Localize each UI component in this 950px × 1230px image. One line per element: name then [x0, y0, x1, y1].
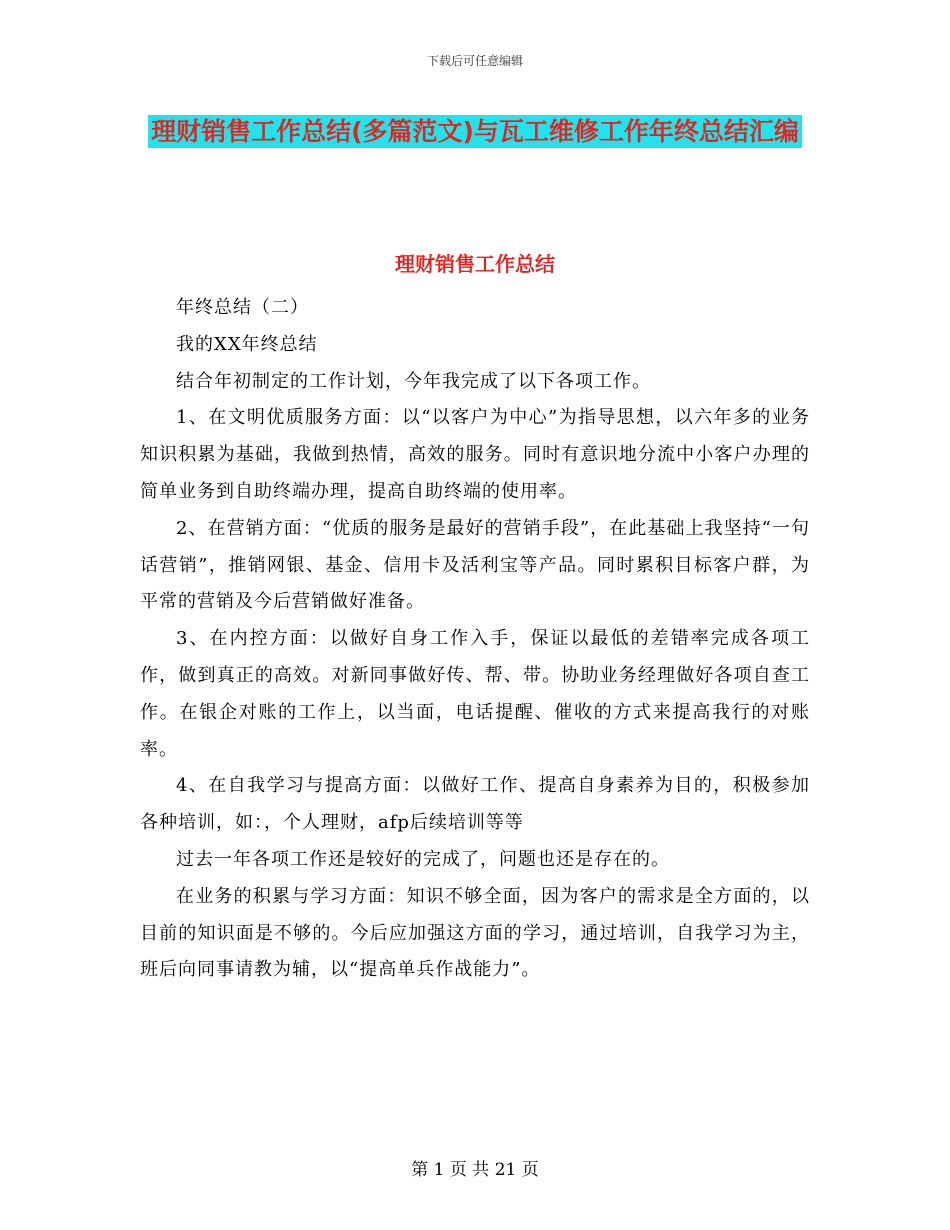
paragraph-9: 在业务的积累与学习方面：知识不够全面，因为客户的需求是全方面的，以目前的知识面是不够的。今后应加强这方面的学习，通过培训，自我学习为主，班后向同事请教为辅，以“提高单兵作战能力”。: [140, 885, 810, 981]
paragraph-6: 3、在内控方面：以做好自身工作入手，保证以最低的差错率完成各项工作，做到真正的高效。对新同事做好传、帮、带。协助业务经理做好各项自查工作。在银企对账的工作上，以当面，电话提醒、催收的方式来提高我行的对账率。: [140, 628, 810, 760]
header-note: 下载后可任意编辑: [426, 54, 523, 68]
paragraph-4: 1、在文明优质服务方面：以“以客户为中心”为指导思想，以六年多的业务知识积累为基础，我做到热情，高效的服务。同时有意识地分流中小客户办理的简单业务到自助终端办理，提高自助终端的使用率。: [140, 407, 810, 502]
paragraph-7: 4、在自我学习与提高方面：以做好工作、提高自身素养为目的，积极参加各种培训，如：，个人理财，afp后续培训等等: [140, 775, 810, 834]
paragraph-5: 2、在营销方面：“优质的服务是最好的营销手段”，在此基础上我坚持“一句话营销”，推销网银、基金、信用卡及活利宝等产品。同时累积目标客户群，为平常的营销及今后营销做好准备。: [140, 517, 810, 613]
paragraph-2: 我的XX年终总结: [176, 333, 318, 355]
paragraph-8: 过去一年各项工作还是较好的完成了，问题也还是存在的。: [176, 848, 670, 870]
paragraph-3: 结合年初制定的工作计划，今年我完成了以下各项工作。: [176, 370, 651, 392]
page-number: 第 1 页 共 21 页: [411, 1160, 539, 1180]
document-title-text: 理财销售工作总结(多篇范文)与瓦工维修工作年终总结汇编: [148, 115, 802, 148]
section-title: 理财销售工作总结: [395, 252, 555, 276]
document-body: [140, 290, 810, 989]
paragraph-1: 年终总结（二）: [176, 297, 309, 318]
document-title: [130, 110, 820, 154]
